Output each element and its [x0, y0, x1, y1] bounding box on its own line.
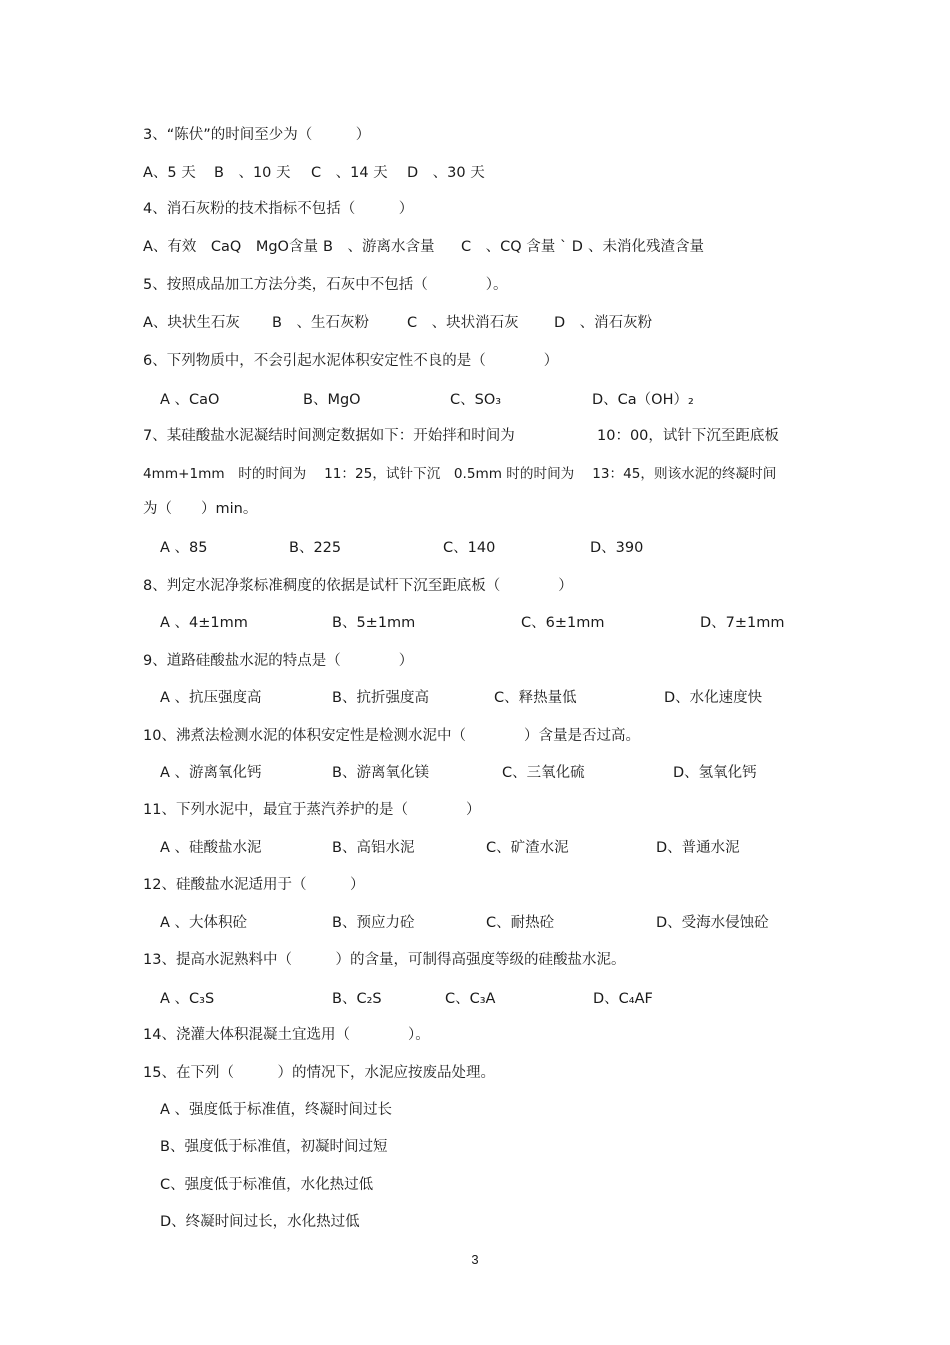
question-4: 4、消石灰粉的技术指标不包括（ ）: [143, 201, 414, 217]
q9-option-b: B、抗折强度高: [332, 690, 429, 706]
q6-option-c: C、SO₃: [450, 392, 502, 408]
q4-option-b: B 、游离水含量: [323, 239, 435, 255]
q10-option-c: C、三氧化硫: [502, 765, 585, 781]
question-7-line-1: 7、某硅酸盐水泥凝结时间测定数据如下：开始拌和时间为: [143, 428, 515, 444]
q12-option-c: C、耐热砼: [486, 915, 555, 931]
q6-option-b: B、MgO: [303, 392, 361, 408]
q4-option-d: 、未消化残渣含量: [588, 239, 704, 255]
question-13: 13、提高水泥熟料中（ ）的含量，可制得高强度等级的硅酸盐水泥。: [143, 952, 626, 968]
q7-option-c: C、140: [443, 540, 496, 556]
q13-option-b: B、C₂S: [332, 991, 382, 1007]
question-3: 3、“陈伏”的时间至少为（ ）: [143, 127, 371, 143]
q10-option-a: A 、游离氧化钙: [160, 765, 262, 781]
q6-option-d: D、Ca（OH）₂: [592, 392, 694, 408]
q10-option-d: D、氢氧化钙: [673, 765, 757, 781]
q3-option-b: B 、10 天: [214, 165, 291, 181]
q7-option-b: B、225: [289, 540, 342, 556]
q8-option-c: C、6±1mm: [521, 615, 605, 631]
q15-option-b: B、强度低于标准值，初凝时间过短: [160, 1139, 388, 1155]
question-6: 6、下列物质中，不会引起水泥体积安定性不良的是（ ）: [143, 353, 559, 369]
q8-option-d: D、7±1mm: [700, 615, 785, 631]
question-9: 9、道路硅酸盐水泥的特点是（ ）: [143, 653, 414, 669]
question-7-line-1-end: 10：00，试针下沉至距底板: [597, 428, 779, 444]
q11-option-b: B、高铝水泥: [332, 840, 415, 856]
question-7-line-3: 为（ ）min。: [143, 501, 258, 517]
q12-option-b: B、预应力砼: [332, 915, 415, 931]
question-5: 5、按照成品加工方法分类，石灰中不包括（ ）。: [143, 277, 508, 293]
q10-option-b: B、游离氧化镁: [332, 765, 429, 781]
question-11: 11、下列水泥中，最宜于蒸汽养护的是（ ）: [143, 802, 481, 818]
q11-option-d: D、普通水泥: [656, 840, 740, 856]
q9-option-c: C、释热量低: [494, 690, 577, 706]
page-number: 3: [471, 1252, 479, 1267]
q15-option-a: A 、强度低于标准值，终凝时间过长: [160, 1102, 393, 1118]
q11-option-c: C、矿渣水泥: [486, 840, 569, 856]
q12-option-d: D、受海水侵蚀砼: [656, 915, 769, 931]
question-14: 14、浇灌大体积混凝土宜选用（ ）。: [143, 1027, 430, 1043]
q15-option-c: C、强度低于标准值，水化热过低: [160, 1177, 374, 1193]
q13-option-c: C、C₃A: [445, 991, 496, 1007]
q5-option-c: C 、块状消石灰: [407, 315, 519, 331]
q5-option-b: B 、生石灰粉: [272, 315, 369, 331]
q15-option-d: D、终凝时间过长，水化热过低: [160, 1214, 360, 1230]
q6-option-a: A 、CaO: [160, 392, 220, 408]
q4-option-c: C 、CQ 含量 ` D: [461, 239, 583, 255]
q8-option-b: B、5±1mm: [332, 615, 416, 631]
q13-option-a: A 、C₃S: [160, 991, 215, 1007]
q12-option-a: A 、大体积砼: [160, 915, 248, 931]
q7-option-d: D、390: [590, 540, 644, 556]
q9-option-a: A 、抗压强度高: [160, 690, 262, 706]
question-7-line-2: 4mm+1mm 时的时间为 11：25，试针下沉 0.5mm 时的时间为 13：45，则该水泥的终凝时间: [143, 466, 777, 482]
q3-option-d: D 、30 天: [407, 165, 485, 181]
q5-option-d: D 、消石灰粉: [554, 315, 653, 331]
question-10: 10、沸煮法检测水泥的体积安定性是检测水泥中（ ）含量是否过高。: [143, 728, 640, 744]
q13-option-d: D、C₄AF: [593, 991, 653, 1007]
question-15: 15、在下列（ ）的情况下，水泥应按废品处理。: [143, 1065, 495, 1081]
q3-option-c: C 、14 天: [311, 165, 388, 181]
q11-option-a: A 、硅酸盐水泥: [160, 840, 262, 856]
question-8: 8、判定水泥净浆标准稠度的依据是试杆下沉至距底板（ ）: [143, 578, 573, 594]
question-12: 12、硅酸盐水泥适用于（ ）: [143, 877, 365, 893]
q7-option-a: A 、85: [160, 540, 208, 556]
q8-option-a: A 、4±1mm: [160, 615, 248, 631]
q9-option-d: D、水化速度快: [664, 690, 763, 706]
q3-option-a: A、5 天: [143, 165, 196, 181]
q5-option-a: A、块状生石灰: [143, 315, 240, 331]
q4-option-a: A、有效 CaQ MgO含量: [143, 239, 318, 255]
